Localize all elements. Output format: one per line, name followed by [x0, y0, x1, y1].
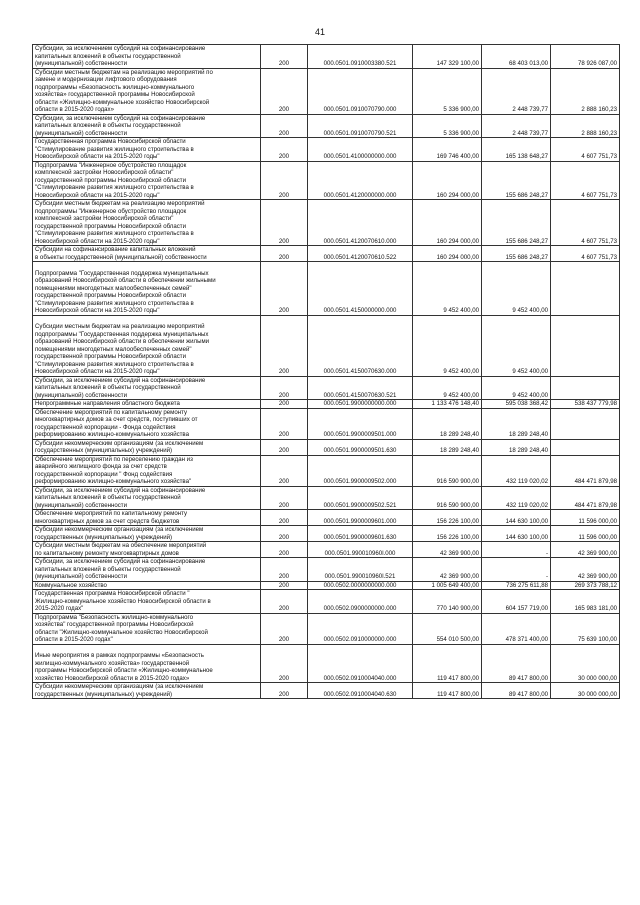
- row-group-cell: 200: [261, 408, 308, 439]
- row-amount-executed-cell: 89 417 800,00: [482, 683, 551, 699]
- table-row: [33, 408, 620, 439]
- row-name-cell: [33, 200, 261, 246]
- row-amount-executed-cell: 18 289 248,40: [482, 439, 551, 455]
- row-description: Подпрограмма "Инженерное обустройство площадок комплексной застройки Новосибирской области" государственной программы Новосибирской области "Стимулирование развития жилищного строительства в Новосибирской области на 2015-2020 годы": [35, 161, 194, 199]
- row-amount-planned-cell: 5 336 900,00: [413, 68, 482, 114]
- row-code-cell: 000.0501.4120000000.000: [308, 161, 413, 200]
- row-name-cell: [33, 455, 261, 486]
- table-row: [33, 138, 620, 162]
- table-row: [33, 400, 620, 409]
- row-code-cell: 000.0501.9900009601.000: [308, 510, 413, 526]
- row-description: Государственная программа Новосибирской области "Стимулирование развития жилищного строительства в Новосибирской области на 2015-2020 годы": [35, 138, 194, 160]
- table-row: [33, 315, 620, 376]
- table-row: [33, 68, 620, 114]
- row-name-cell: [33, 613, 261, 644]
- row-description: Иные мероприятия в рамках подпрограммы «Безопасность жилищно-коммунального хозяйства» государственной программы Новосибирской области «Жилищно-коммунальное хозяйство Новосибирской области в 2015-2020 годах»: [35, 652, 213, 682]
- table-row: [33, 200, 620, 246]
- row-group-cell: 200: [261, 45, 308, 69]
- row-amount-planned-cell: 916 590 900,00: [413, 455, 482, 486]
- table-row: [33, 45, 620, 69]
- row-amount-executed-cell: 736 275 611,88: [482, 581, 551, 590]
- row-amount-executed-cell: 432 119 020,02: [482, 455, 551, 486]
- row-amount-remaining-cell: 30 000 000,00: [551, 644, 620, 683]
- row-name-cell: [33, 590, 261, 614]
- row-amount-executed-cell: 155 686 248,27: [482, 161, 551, 200]
- row-code-cell: 000.0501.4120070610.000: [308, 200, 413, 246]
- row-group-cell: 200: [261, 526, 308, 542]
- row-group-cell: 200: [261, 581, 308, 590]
- row-amount-planned-cell: 18 289 248,40: [413, 439, 482, 455]
- row-amount-planned-cell: 5 336 900,00: [413, 114, 482, 138]
- row-group-cell: 200: [261, 138, 308, 162]
- row-amount-remaining-cell: 42 369 900,00: [551, 558, 620, 582]
- table-row: [33, 246, 620, 262]
- row-name-cell: [33, 45, 261, 69]
- budget-table: [32, 44, 620, 699]
- row-description: Субсидии некоммерческим организациям (за исключением государственных (муниципальных) учреждений): [35, 439, 204, 454]
- row-group-cell: 200: [261, 590, 308, 614]
- row-amount-planned-cell: 770 140 900,00: [413, 590, 482, 614]
- row-name-cell: [33, 510, 261, 526]
- row-amount-remaining-cell: 4 607 751,73: [551, 246, 620, 262]
- row-amount-executed-cell: 2 448 739,77: [482, 68, 551, 114]
- row-amount-remaining-cell: 538 437 779,98: [551, 400, 620, 409]
- row-amount-planned-cell: 119 417 800,00: [413, 683, 482, 699]
- row-code-cell: 000.0502.0000000000.000: [308, 581, 413, 590]
- table-row: [33, 262, 620, 316]
- row-amount-executed-cell: 18 289 248,40: [482, 408, 551, 439]
- row-amount-executed-cell: 478 371 400,00: [482, 613, 551, 644]
- row-name-cell: [33, 262, 261, 316]
- page-number: 41: [314, 27, 325, 37]
- row-amount-remaining-cell: 30 000 000,00: [551, 683, 620, 699]
- row-name-cell: [33, 439, 261, 455]
- row-description: Субсидии, за исключением субсидий на софинансирование капитальных вложений в объекты государственной (муниципальной) собственности: [35, 114, 206, 137]
- row-code-cell: 000.0501.0910070790.521: [308, 114, 413, 138]
- row-amount-planned-cell: 916 590 900,00: [413, 486, 482, 510]
- row-group-cell: 200: [261, 246, 308, 262]
- row-amount-remaining-cell: 2 888 160,23: [551, 68, 620, 114]
- row-description: Субсидии, за исключением субсидий на софинансирование капитальных вложений в объекты государственной (муниципальной) собственности: [35, 376, 206, 399]
- row-code-cell: 000.0501.0910070790.000: [308, 68, 413, 114]
- row-description: Субсидии некоммерческим организациям (за исключением государственных (муниципальных) учреждений): [35, 526, 204, 541]
- budget-table-body: [33, 45, 620, 699]
- row-code-cell: 000.0501.9900000000.000: [308, 400, 413, 409]
- row-code-cell: 000.0501.4120070610.522: [308, 246, 413, 262]
- row-code-cell: 000.0501.4150070630.521: [308, 376, 413, 400]
- row-description: Обеспечение мероприятий по переселению граждан из аварийного жилищного фонда за счет средств государственной корпорации " Фонд содействия реформированию жилищно-коммунального хозяйства": [35, 455, 193, 485]
- row-code-cell: 000.0501.0910003380.521: [308, 45, 413, 69]
- table-row: [33, 376, 620, 400]
- row-amount-executed-cell: 68 403 013,00: [482, 45, 551, 69]
- row-amount-executed-cell: 9 452 400,00: [482, 376, 551, 400]
- row-group-cell: 200: [261, 315, 308, 376]
- row-name-cell: [33, 644, 261, 683]
- table-row: [33, 613, 620, 644]
- row-amount-executed-cell: 144 630 100,00: [482, 510, 551, 526]
- row-amount-executed-cell: 604 157 719,00: [482, 590, 551, 614]
- row-code-cell: 000.0501.4100000000.000: [308, 138, 413, 162]
- row-amount-planned-cell: 156 226 100,00: [413, 526, 482, 542]
- table-row: [33, 558, 620, 582]
- row-name-cell: [33, 68, 261, 114]
- row-amount-remaining-cell: 484 471 879,98: [551, 455, 620, 486]
- row-group-cell: 200: [261, 486, 308, 510]
- row-name-cell: [33, 246, 261, 262]
- row-amount-remaining-cell: 78 926 087,00: [551, 45, 620, 69]
- row-amount-planned-cell: 147 329 100,00: [413, 45, 482, 69]
- row-name-cell: [33, 408, 261, 439]
- row-description: Субсидии местным бюджетам на обеспечение мероприятий по капитальному ремонту многоквартирных домов: [35, 542, 207, 557]
- table-row: [33, 542, 620, 558]
- row-group-cell: 200: [261, 439, 308, 455]
- table-row: [33, 455, 620, 486]
- row-amount-planned-cell: 160 294 000,00: [413, 246, 482, 262]
- row-name-cell: [33, 542, 261, 558]
- row-amount-remaining-cell: [551, 408, 620, 439]
- row-group-cell: 200: [261, 644, 308, 683]
- row-amount-planned-cell: 42 369 900,00: [413, 558, 482, 582]
- row-code-cell: 000.0501.9900009601.630: [308, 526, 413, 542]
- table-row: [33, 590, 620, 614]
- row-code-cell: 000.0502.0910004040.000: [308, 644, 413, 683]
- row-group-cell: 200: [261, 510, 308, 526]
- row-group-cell: 200: [261, 68, 308, 114]
- row-group-cell: 200: [261, 114, 308, 138]
- row-name-cell: [33, 526, 261, 542]
- row-description: Субсидии, за исключением субсидий на софинансирование капитальных вложений в объекты государственной (муниципальной) собственности: [35, 558, 206, 580]
- row-amount-remaining-cell: 2 888 160,23: [551, 114, 620, 138]
- row-description: Субсидии некоммерческим организациям (за исключением государственных (муниципальных) учреждений): [35, 683, 204, 698]
- row-code-cell: 000.0501.4150000000.000: [308, 262, 413, 316]
- table-row: [33, 486, 620, 510]
- row-group-cell: 200: [261, 613, 308, 644]
- row-amount-executed-cell: 155 686 248,27: [482, 200, 551, 246]
- row-name-cell: [33, 315, 261, 376]
- row-amount-planned-cell: 119 417 800,00: [413, 644, 482, 683]
- row-amount-executed-cell: -: [482, 558, 551, 582]
- row-amount-planned-cell: 160 294 000,00: [413, 200, 482, 246]
- row-amount-remaining-cell: 75 639 100,00: [551, 613, 620, 644]
- row-group-cell: 200: [261, 161, 308, 200]
- table-row: [33, 683, 620, 699]
- table-row: [33, 644, 620, 683]
- row-amount-remaining-cell: [551, 376, 620, 400]
- row-code-cell: 000.0501.9900009501.630: [308, 439, 413, 455]
- row-name-cell: [33, 558, 261, 582]
- row-code-cell: 000.0502.0910000000.000: [308, 613, 413, 644]
- row-group-cell: 200: [261, 542, 308, 558]
- row-description: Подпрограмма "Государственная поддержка муниципальных образований Новосибирской области в обеспечении жильными помещениями многодетных малообеспеченных семей" государственной программы Новосибирской области "Стимулирование развития жилищного строительства в Новосибирской области на 2015-2020 годы": [35, 269, 216, 314]
- row-name-cell: [33, 581, 261, 590]
- row-amount-executed-cell: 432 119 020,02: [482, 486, 551, 510]
- row-amount-executed-cell: 595 038 368,42: [482, 400, 551, 409]
- row-description: Коммунальное хозяйство: [35, 581, 107, 589]
- row-group-cell: 200: [261, 558, 308, 582]
- row-amount-planned-cell: 169 746 400,00: [413, 138, 482, 162]
- row-amount-remaining-cell: 484 471 879,98: [551, 486, 620, 510]
- row-amount-remaining-cell: [551, 262, 620, 316]
- row-amount-remaining-cell: 165 983 181,00: [551, 590, 620, 614]
- row-description: Субсидии местным бюджетам на реализацию мероприятий подпрограммы "Инженерное обустройство площадок комплексной застройки Новосибирской области" государственной программы Новосибирской области "Стимулирование развития жилищного строительства в Новосибирской области на 2015-2020 годы": [35, 200, 205, 245]
- row-amount-planned-cell: 1 005 649 400,00: [413, 581, 482, 590]
- row-amount-planned-cell: 9 452 400,00: [413, 315, 482, 376]
- row-amount-planned-cell: 1 133 476 148,40: [413, 400, 482, 409]
- row-description: Субсидии на софинансирование капитальных вложений в объекты государственной (муниципальной) собственности: [35, 246, 207, 261]
- row-description: Субсидии местным бюджетам на реализацию мероприятий подпрограммы "Государственная поддержка муниципальных образований Новосибирской области в обеспечении жилыми помещениями многодетных малообеспеченных семей" государственной программы Новосибирской области "Стимулирование развития жилищного строительства в Новосибирской области на 2015-2020 годы": [35, 323, 210, 375]
- table-row: [33, 161, 620, 200]
- row-amount-planned-cell: 42 369 900,00: [413, 542, 482, 558]
- row-code-cell: 000.0501.990010960l.000: [308, 542, 413, 558]
- table-row: [33, 114, 620, 138]
- row-amount-planned-cell: 9 452 400,00: [413, 262, 482, 316]
- row-name-cell: [33, 161, 261, 200]
- row-amount-executed-cell: 155 686 248,27: [482, 246, 551, 262]
- row-amount-planned-cell: 554 010 500,00: [413, 613, 482, 644]
- row-amount-remaining-cell: [551, 439, 620, 455]
- row-name-cell: [33, 400, 261, 409]
- row-name-cell: [33, 138, 261, 162]
- row-code-cell: 000.0501.990010960l.521: [308, 558, 413, 582]
- row-description: Непрограммные направления областного бюджета: [35, 400, 180, 407]
- row-amount-planned-cell: 156 226 100,00: [413, 510, 482, 526]
- row-amount-executed-cell: 144 630 100,00: [482, 526, 551, 542]
- row-amount-planned-cell: 160 294 000,00: [413, 161, 482, 200]
- row-code-cell: 000.0501.4150070630.000: [308, 315, 413, 376]
- row-amount-executed-cell: 89 417 800,00: [482, 644, 551, 683]
- table-row: [33, 526, 620, 542]
- row-description: Государственная программа Новосибирской области " Жилищно-коммунальное хозяйство Новосибирской области в 2015-2020 годах": [35, 590, 211, 612]
- row-amount-remaining-cell: 11 596 000,00: [551, 510, 620, 526]
- row-name-cell: [33, 114, 261, 138]
- row-name-cell: [33, 683, 261, 699]
- row-amount-planned-cell: 9 452 400,00: [413, 376, 482, 400]
- row-amount-executed-cell: 9 452 400,00: [482, 262, 551, 316]
- row-code-cell: 000.0501.9900009502.521: [308, 486, 413, 510]
- row-amount-remaining-cell: 4 607 751,73: [551, 200, 620, 246]
- row-group-cell: 200: [261, 683, 308, 699]
- row-description: Субсидии, за исключением субсидий на софинансирование капитальных вложений в объекты государственной (муниципальной) собственности: [35, 486, 206, 509]
- row-amount-executed-cell: -: [482, 542, 551, 558]
- row-name-cell: [33, 376, 261, 400]
- row-description: Субсидии, за исключением субсидий на софинансирование капитальных вложений в объекты государственной (муниципальной) собственности: [35, 45, 206, 67]
- table-row: [33, 510, 620, 526]
- row-group-cell: 200: [261, 400, 308, 409]
- row-name-cell: [33, 486, 261, 510]
- row-group-cell: 200: [261, 200, 308, 246]
- row-amount-executed-cell: 2 448 739,77: [482, 114, 551, 138]
- row-code-cell: 000.0501.9900009501.000: [308, 408, 413, 439]
- table-row: [33, 439, 620, 455]
- row-description: Обеспечение мероприятий по капитальному ремонту многоквартирных домов за счет средств, поступивших от государственной корпорации - Фонда содействия реформированию жилищно-коммунального хозяйства: [35, 408, 198, 438]
- row-code-cell: 000.0502.0910004040.630: [308, 683, 413, 699]
- table-row: [33, 581, 620, 590]
- row-description: Субсидии местным бюджетам на реализацию мероприятий по замене и модернизации лифтового оборудования подпрограммы «Безопасность жилищно-коммунального хозяйства» государственной программы Новосибирской области «Жилищно-коммунальное хозяйство Новосибирской области в 2015-2020 годах»: [35, 68, 213, 113]
- row-group-cell: 200: [261, 376, 308, 400]
- row-code-cell: 000.0502.0900000000.000: [308, 590, 413, 614]
- row-description: Подпрограмма "Безопасность жилищно-коммунального хозяйства" государственной программы Новосибирской области "Жилищно-коммунальное хозяйство Новосибирской области в 2015-2020 годах": [35, 613, 208, 643]
- row-amount-remaining-cell: 269 373 788,12: [551, 581, 620, 590]
- row-amount-executed-cell: 165 138 648,27: [482, 138, 551, 162]
- row-amount-remaining-cell: 4 607 751,73: [551, 161, 620, 200]
- row-amount-remaining-cell: [551, 315, 620, 376]
- row-code-cell: 000.0501.9900009502.000: [308, 455, 413, 486]
- row-amount-remaining-cell: 11 596 000,00: [551, 526, 620, 542]
- row-amount-planned-cell: 18 289 248,40: [413, 408, 482, 439]
- row-group-cell: 200: [261, 455, 308, 486]
- row-amount-executed-cell: 9 452 400,00: [482, 315, 551, 376]
- row-amount-remaining-cell: 42 369 900,00: [551, 542, 620, 558]
- row-description: Обеспечение мероприятий по капитальному ремонту многоквартирных домов за счет средств бюджетов: [35, 510, 188, 525]
- row-group-cell: 200: [261, 262, 308, 316]
- row-amount-remaining-cell: 4 607 751,73: [551, 138, 620, 162]
